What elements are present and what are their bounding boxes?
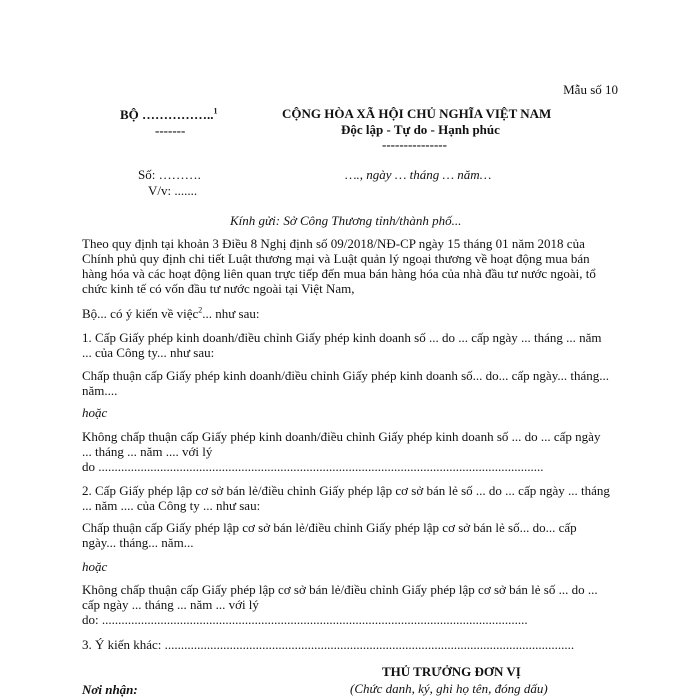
motto-dash: --------------- [382,137,447,152]
signature-title: THỦ TRƯỞNG ĐƠN VỊ [382,664,521,679]
opinion-text-end: ... như sau: [202,306,260,321]
intro-paragraph: Theo quy định tại khoản 3 Điều 8 Nghị định số 09/2018/NĐ-CP ngày 15 tháng 01 năm 2018 của Chính phủ quy định chi tiết Luật thương mại và Luật quản lý ngoại thương về hoạt động mua bán hàng hóa và các hoạt động liên quan trực tiếp đến mua bán hàng hóa của nhà đầu tư nước ngoài, tổ chức kinh tế có vốn đầu tư nước ngoài tại Việt Nam, [82,236,596,296]
section1-reason: do ......................................................................................................................................... [82,459,544,474]
signature-note: (Chức danh, ký, ghi họ tên, đóng dấu) [350,681,548,696]
ministry-text: BỘ …………….. [120,107,214,122]
opinion-text: Bộ... có ý kiến về việc [82,306,199,321]
section1-title: 1. Cấp Giấy phép kinh doanh/điều chỉnh Giấy phép kinh doanh số ... do ... cấp ngày ... tháng ... năm ... của Công ty... như sau: [82,330,602,360]
opinion-footnote-mark: 2 [198,305,203,315]
recipients-label: Nơi nhận: [82,682,138,697]
document-subject: V/v: ....... [148,183,198,198]
section2-or: hoặc [82,559,108,574]
ministry-footnote-mark: 1 [213,106,218,116]
opinion-line [82,306,610,321]
recipient-line: Kính gửi: Sở Công Thương tỉnh/thành phố... [230,213,462,228]
section1-or: hoặc [82,405,108,420]
nation-title: CỘNG HÒA XÃ HỘI CHỦ NGHĨA VIỆT NAM [282,106,552,121]
document-date: …., ngày … tháng … năm… [345,167,492,182]
section2-title: 2. Cấp Giấy phép lập cơ sở bán lẻ/điều chỉnh Giấy phép lập cơ sở bán lẻ số ... do ... cấp ngày ... tháng ... năm .... của Công ty ... như sau: [82,483,610,513]
form-number: Mẫu số 10 [563,82,618,97]
section2-reject: Không chấp thuận cấp Giấy phép lập cơ sở bán lẻ/điều chỉnh Giấy phép lập cơ sở bán lẻ số ... do ... cấp ngày ... tháng ... năm ... với lý [82,582,598,612]
document-number: Số: ………. [138,167,201,182]
ministry-name [120,107,218,123]
motto: Độc lập - Tự do - Hạnh phúc [341,122,500,137]
section2-reason: do: ................................................................................................................................... [82,612,528,627]
section1-approve: Chấp thuận cấp Giấy phép kinh doanh/điều chỉnh Giấy phép kinh doanh số... do... cấp ngày... tháng... năm.... [82,368,609,398]
section2-approve: Chấp thuận cấp Giấy phép lập cơ sở bán lẻ/điều chỉnh Giấy phép lập cơ sở bán lẻ số... do... cấp ngày... tháng... năm... [82,520,577,550]
section1-reject: Không chấp thuận cấp Giấy phép kinh doanh/điều chỉnh Giấy phép kinh doanh số ... do ... cấp ngày ... tháng ... năm .... với lý [82,429,601,459]
ministry-dash: ------- [155,123,186,138]
section3-other-opinions: 3. Ý kiến khác: .............................................................................................................................. [82,637,575,652]
